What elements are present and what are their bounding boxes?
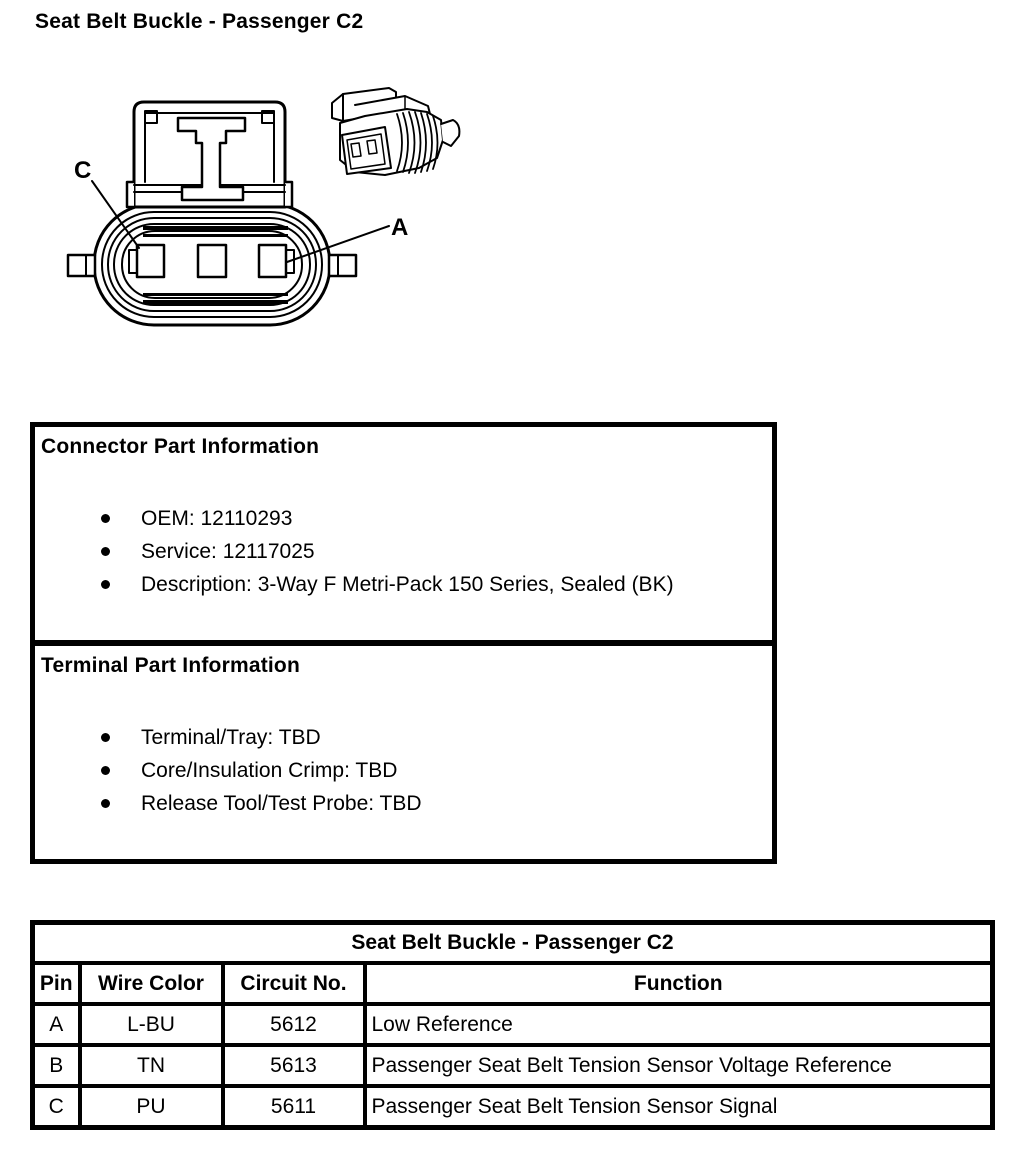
cell-wire-color: L-BU [80, 1004, 223, 1045]
connector-part-info-list [41, 502, 764, 601]
terminal-info-item-crimp: Core/Insulation Crimp: TBD [101, 754, 764, 787]
connector-info-item-description: Description: 3-Way F Metri-Pack 150 Series, Sealed (BK) [101, 568, 764, 601]
cell-function: Low Reference [365, 1004, 993, 1045]
part-info-box [30, 422, 777, 864]
terminal-part-info-section [35, 640, 772, 859]
table-row-pin-c [33, 1086, 993, 1128]
terminal-info-item-release-tool: Release Tool/Test Probe: TBD [101, 787, 764, 820]
pin-a-label: A [391, 214, 409, 241]
cell-circuit-no: 5613 [223, 1045, 365, 1086]
col-header-wire-color: Wire Color [80, 963, 223, 1004]
page-title: Seat Belt Buckle - Passenger C2 [35, 10, 364, 33]
side-tab-left [68, 255, 95, 276]
pin-cavity-c [137, 245, 164, 277]
cell-circuit-no: 5612 [223, 1004, 365, 1045]
cell-pin: C [33, 1086, 80, 1128]
table-header-row [33, 963, 993, 1004]
pin-cavity-b [198, 245, 226, 277]
col-header-function: Function [365, 963, 993, 1004]
cell-function: Passenger Seat Belt Tension Sensor Signal [365, 1086, 993, 1128]
cell-wire-color: TN [80, 1045, 223, 1086]
connector-part-info-section [35, 427, 772, 640]
connector-diagram [55, 78, 495, 348]
col-header-circuit-no: Circuit No. [223, 963, 365, 1004]
table-title: Seat Belt Buckle - Passenger C2 [33, 923, 993, 964]
pinout-table [30, 920, 995, 1130]
terminal-info-item-tray: Terminal/Tray: TBD [101, 721, 764, 754]
terminal-part-info-list [41, 721, 764, 820]
cell-pin: A [33, 1004, 80, 1045]
connector-info-item-service: Service: 12117025 [101, 535, 764, 568]
col-header-pin: Pin [33, 963, 80, 1004]
cell-pin: B [33, 1045, 80, 1086]
table-row-pin-b [33, 1045, 993, 1086]
connector-info-item-oem: OEM: 12110293 [101, 502, 764, 535]
cell-circuit-no: 5611 [223, 1086, 365, 1128]
side-tab-right [329, 255, 356, 276]
connector-part-info-heading: Connector Part Information [41, 435, 320, 458]
latch-housing [127, 102, 292, 207]
pin-cavity-a [259, 245, 286, 277]
pin-c-label: C [74, 157, 92, 184]
table-title-row [33, 923, 993, 964]
connector-3d-view [332, 88, 459, 175]
cell-wire-color: PU [80, 1086, 223, 1128]
terminal-part-info-heading: Terminal Part Information [41, 654, 300, 677]
table-row-pin-a [33, 1004, 993, 1045]
cell-function: Passenger Seat Belt Tension Sensor Voltage Reference [365, 1045, 993, 1086]
